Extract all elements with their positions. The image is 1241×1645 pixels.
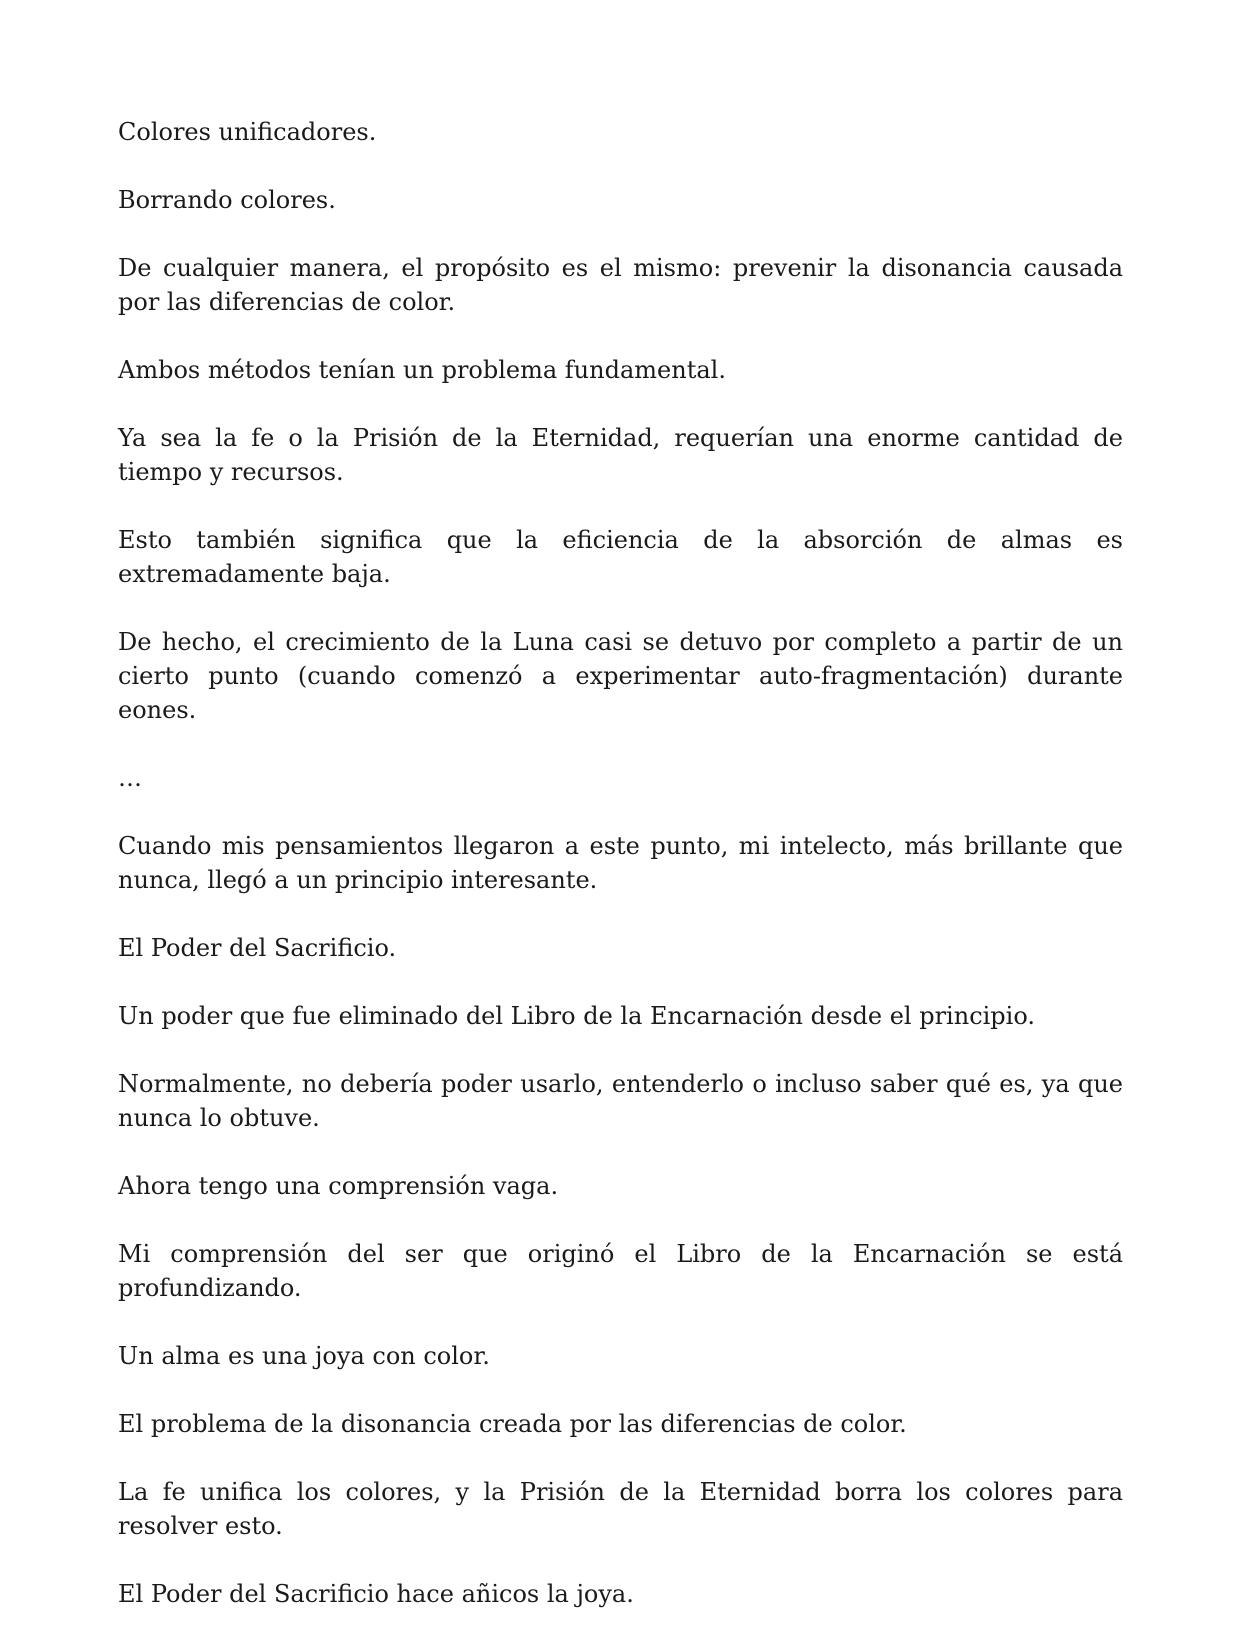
paragraph-6: Esto también significa que la eficiencia de la absorción de almas es extremadamente baja. xyxy=(118,526,1123,588)
paragraph-2: Borrando colores. xyxy=(118,186,336,214)
paragraph-1: Colores unificadores. xyxy=(118,118,377,146)
paragraph-3: De cualquier manera, el propósito es el mismo: prevenir la disonancia causada por las diferencias de color. xyxy=(118,254,1123,316)
scene-break-ellipsis: … xyxy=(118,764,142,792)
paragraph-15: Un alma es una joya con color. xyxy=(118,1342,490,1370)
paragraph-4: Ambos métodos tenían un problema fundamental. xyxy=(118,356,726,384)
paragraph-18: El Poder del Sacrificio hace añicos la joya. xyxy=(118,1580,634,1608)
paragraph-16: El problema de la disonancia creada por las diferencias de color. xyxy=(118,1410,907,1438)
paragraph-7: De hecho, el crecimiento de la Luna casi se detuvo por completo a partir de un cierto punto (cuando comenzó a experimentar auto-fragmentación) durante eones. xyxy=(118,628,1123,724)
paragraph-5: Ya sea la fe o la Prisión de la Eternidad, requerían una enorme cantidad de tiempo y recursos. xyxy=(118,424,1123,486)
paragraph-14: Mi comprensión del ser que originó el Libro de la Encarnación se está profundizando. xyxy=(118,1240,1123,1302)
paragraph-11: Un poder que fue eliminado del Libro de la Encarnación desde el principio. xyxy=(118,1002,1036,1030)
paragraph-17: La fe unifica los colores, y la Prisión de la Eternidad borra los colores para resolver esto. xyxy=(118,1478,1123,1540)
paragraph-13: Ahora tengo una comprensión vaga. xyxy=(118,1172,559,1200)
paragraph-9: Cuando mis pensamientos llegaron a este punto, mi intelecto, más brillante que nunca, llegó a un principio interesante. xyxy=(118,832,1123,894)
document-body xyxy=(118,115,1123,1645)
paragraph-10: El Poder del Sacrificio. xyxy=(118,934,397,962)
paragraph-12: Normalmente, no debería poder usarlo, entenderlo o incluso saber qué es, ya que nunca lo obtuve. xyxy=(118,1070,1123,1132)
